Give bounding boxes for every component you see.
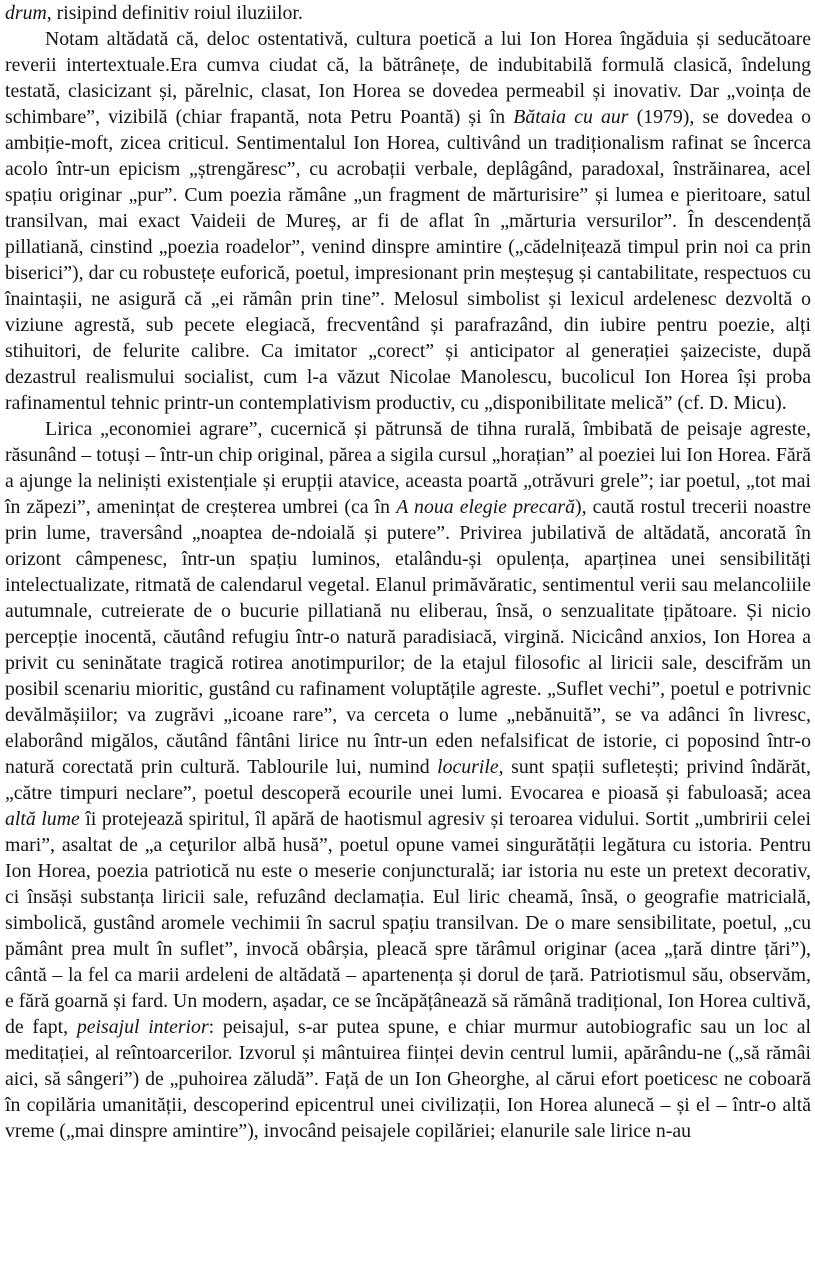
paragraph-1	[5, 0, 811, 26]
text-segment: , sunt spații sufletești; privind îndărăt, „către timpuri neclare”, poetul descoperă ecourile unei lumi. Evocarea e pioasă și fabuloasă; acea	[5, 756, 811, 804]
text-segment: îi protejează spiritul, îl apără de haotismul agresiv și teroarea vidului. Sortit „umbririi celei mari”, asaltat de „a ceţurilor albă husă”, poetul opune vamei singurătății legătura cu istoria. Pentru Ion Horea, poezia patriotică nu este o meserie conjuncturală; iar istoria nu este un pretext decorativ, ci însăși substanța liricii sale, refuzând declamația. Eul liric cheamă, însă, o geografie matricială, simbolică, gustând aromele vechimii în sacrul spațiu transilvan. De o mare sensibilitate, poetul, „cu pământ prea mult în suflet”, invocă obârșia, pleacă spre tărâmul originar (acea „țară dintre țări”), cântă – la fel ca marii ardeleni de altădată – apartenența și dorul de țară. Patriotismul său, observăm, e fără goarnă și fard. Un modern, așadar, ce se încăpățânează să rămână tradițional, Ion Horea cultivă, de fapt,	[5, 808, 812, 1038]
italic-term: peisajul interior	[76, 1016, 209, 1038]
italic-poem-title: A noua elegie precară	[396, 496, 575, 518]
italic-term: drum	[5, 2, 47, 24]
text-segment: : peisajul, s-ar putea spune, e chiar murmur autobiografic sau un loc al meditației, al reîntoarcerilor. Izvorul și mântuirea ființei devin centrul lumii, apărându-ne („să rămâi aici, să sângeri”) de „puhoirea zăludă”. Față de un Ion Gheorghe, al cărui efort poeticesc ne coboară în copilăria umanității, descoperind epicentrul unei civilizații, Ion Horea alunecă – și el – într-o altă vreme („mai dinspre amintire”), invocând peisajele copilăriei; elanurile sale lirice n-au	[5, 1016, 811, 1142]
text-segment: Lirica „economiei agrare”, cucernică și pătrunsă de tihna rurală, îmbibată de peisaje agreste, răsunând – totuși – într-un chip original, părea a sigila cursul „horațian” al poeziei lui Ion Horea. Fără a ajunge la neliniști existențiale și erupții atavice, aceasta poartă „otrăvuri grele”; iar poetul, „tot mai în zăpezi”, amenințat de creșterea umbrei (ca în	[5, 418, 811, 518]
paragraph-2	[5, 26, 811, 416]
text-segment: Notam altădată că, deloc ostentativă, cultura poetică a lui Ion Horea îngăduia și seducătoare reverii intertextuale.Era cumva ciudat că, la bătrânețe, de indubitabilă formulă clasică, îndelung testată, clasicizant și, părelnic, clasat, Ion Horea se dovedea permeabil și inovativ. Dar „voința de schimbare”, vizibilă (chiar frapantă, nota Petru Poantă) și în	[5, 28, 811, 128]
text-segment: (1979), se dovedea o ambiție-moft, zicea criticul. Sentimentalul Ion Horea, cultivând un tradiționalism rafinat se încerca acolo într-un epicism „ștrengăresc”, cu acrobații verbale, deplâgând, paradoxal, înstrăinarea, acel spațiu originar „pur”. Cum poezia rămâne „un fragment de mărturisire” și lumea e pieritoare, satul transilvan, mai exact Vaideii de Mureș, ar fi de aflat în „mărturia versurilor”. În descendență pillatiană, cinstind „poezia roadelor”, venind dinspre amintire („cădelnițează timpul prin noi ca prin biserici”), dar cu robustețe euforică, poetul, impresionant prin meșteșug și cantabilitate, respectuos cu înaintașii, ne asigură că „ei rămân prin tine”. Melosul simbolist și lexicul ardelenesc dezvoltă o viziune agrestă, sub pecete elegiacă, frecventând și parafrazând, din iubire pentru poezie, alți stihuitori, de felurite calibre. Ca imitator „corect” și anticipator al generației șaizeciste, după dezastrul realismului socialist, cum l-a văzut Nicolae Manolescu, bucolicul Ion Horea își proba rafinamentul tehnic printr-un contemplativism productiv, cu „disponibilitate melică” (cf. D. Micu).	[5, 106, 812, 414]
text-segment: , risipind definitiv roiul iluziilor.	[46, 2, 303, 24]
italic-book-title: Bătaia cu aur	[513, 106, 629, 128]
italic-term: altă lume	[5, 808, 80, 830]
text-segment: ), caută rostul trecerii noastre prin lume, traversând „noaptea de-ndoială și putere”. Privirea jubilativă de altădată, ancorată în orizont câmpenesc, într-un spațiu luminos, etalându-și opulența, aparținea unei sensibilități intelectualizate, ritmată de calendarul vegetal. Elanul primăvăratic, sentimentul verii sau melancoliile autumnale, cutreierate de o bucurie pillatiană nu eliberau, însă, o senzualitate țipătoare. Și nicio percepție inocentă, căutând refugiu într-o natură paradisiacă, virgină. Nicicând anxios, Ion Horea a privit cu seninătate tragică rotirea anotimpurilor; de la etajul filosofic al liricii sale, descifrăm un posibil scenariu mioritic, gustând cu rafinament voluptățile agreste. „Suflet vechi”, poetul e potrivnic devălmășiilor; va zugrăvi „icoane rare”, va cerceta o lume „nebănuită”, se va adânci în livresc, elaborând migălos, căutând fântâni lirice nu într-un eden nefalsificat de istorie, ci poposind într-o natură corectată prin cultură. Tablourile lui, numind	[5, 496, 811, 778]
italic-term: locurile	[437, 756, 499, 778]
paragraph-3	[5, 416, 811, 1144]
